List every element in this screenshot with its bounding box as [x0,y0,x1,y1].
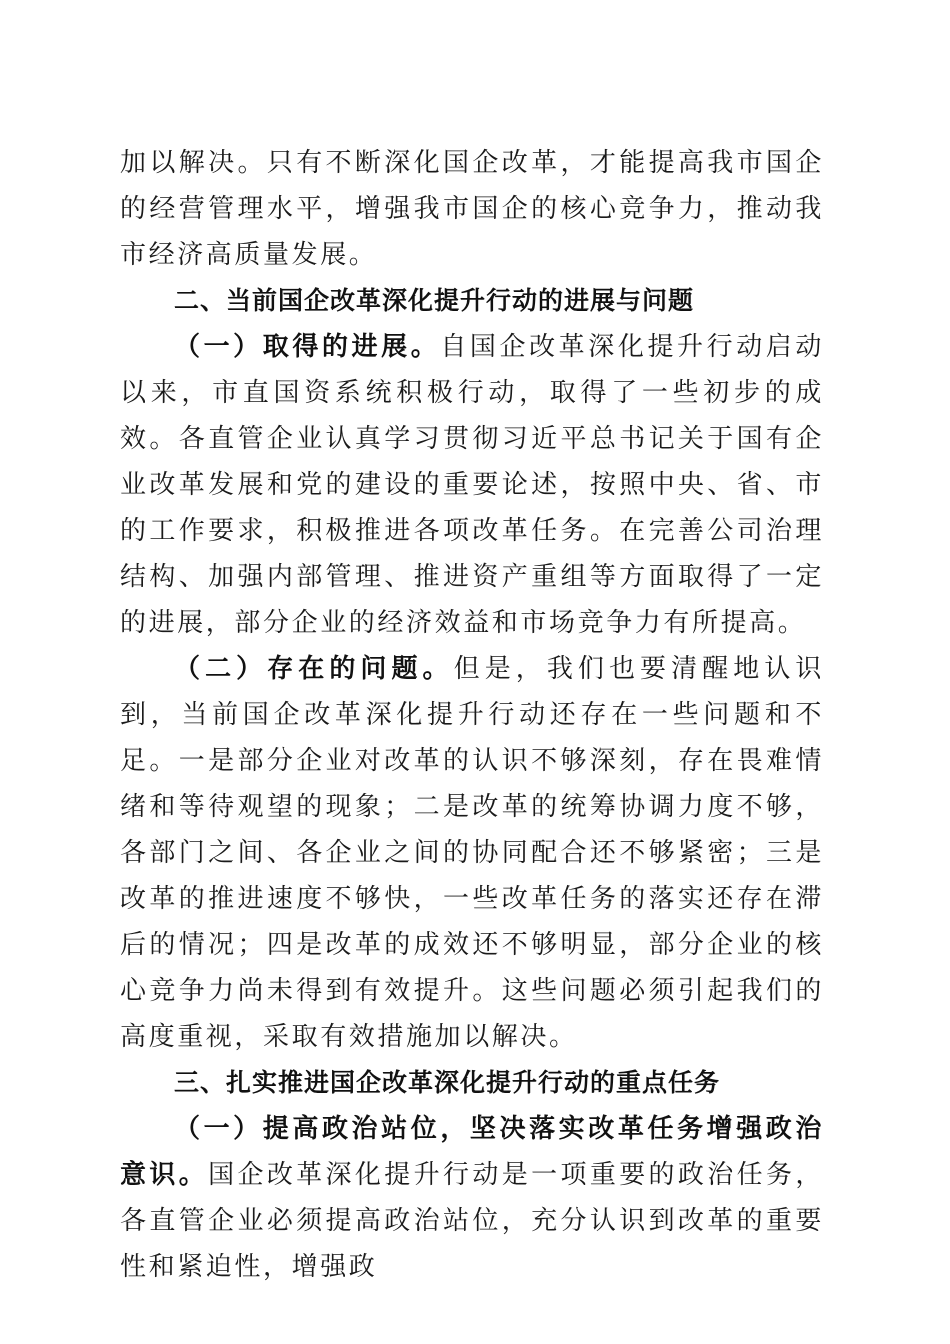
subheading-political-stance: （一）提高政治站位，坚决落实改革任务增强政治意识。 [120,1114,824,1190]
paragraph-progress [120,324,824,646]
paragraph-continuation: 加以解决。只有不断深化国企改革，才能提高我市国企的经营管理水平，增强我市国企的核心竞争力，推动我市经济高质量发展。 [120,148,824,270]
section-heading-2: 二、当前国企改革深化提升行动的进展与问题 [174,286,695,315]
subheading-problems: （二）存在的问题。 [174,654,454,684]
document-body [120,140,824,1290]
paragraph-progress-text: 自国企改革深化提升行动启动以来，市直国资系统积极行动，取得了一些初步的成效。各直管企业认真学习贯彻习近平总书记关于国有企业改革发展和党的建设的重要论述，按照中央、省、市的工作要求，积极推进各项改革任务。在完善公司治理结构、加强内部管理、推进资产重组等方面取得了一定的进展，部分企业的经济效益和市场竞争力有所提高。 [120,332,824,638]
paragraph-political-stance [120,1106,824,1290]
section-heading-3: 三、扎实推进国企改革深化提升行动的重点任务 [174,1068,721,1097]
subheading-progress: （一）取得的进展。 [174,332,441,362]
paragraph-political-stance-text: 国企改革深化提升行动是一项重要的政治任务，各直管企业必须提高政治站位，充分认识到改革的重要性和紧迫性，增强政 [120,1160,824,1282]
paragraph-problems-text: 但是，我们也要清醒地认识到，当前国企改革深化提升行动还存在一些问题和不足。一是部分企业对改革的认识不够深刻，存在畏难情绪和等待观望的现象；二是改革的统筹协调力度不够，各部门之间、各企业之间的协同配合还不够紧密；三是改革的推进速度不够快，一些改革任务的落实还存在滞后的情况；四是改革的成效还不够明显，部分企业的核心竞争力尚未得到有效提升。这些问题必须引起我们的高度重视，采取有效措施加以解决。 [120,654,825,1052]
paragraph-problems [120,646,824,1060]
